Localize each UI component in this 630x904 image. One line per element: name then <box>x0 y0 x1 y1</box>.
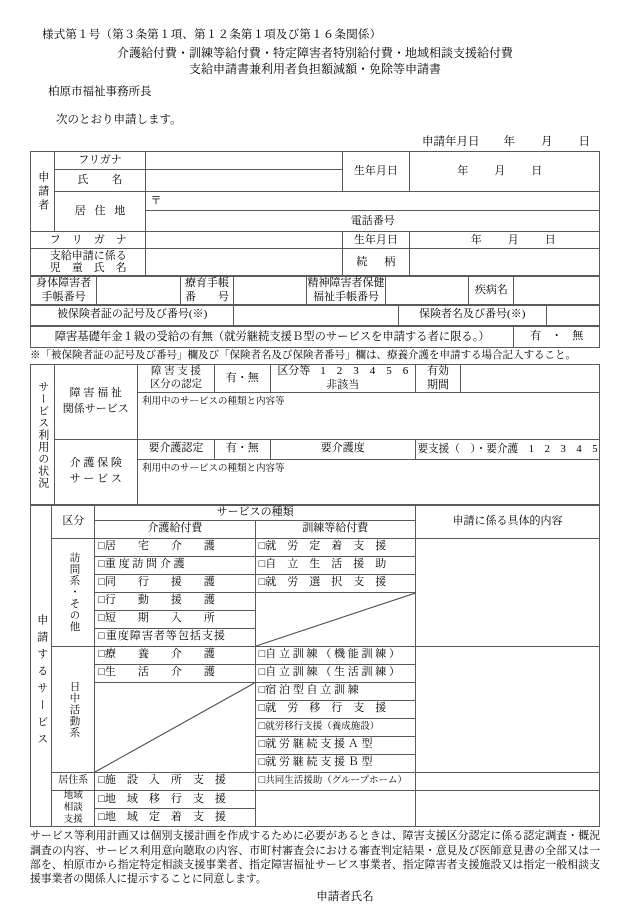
mental-certificate-input[interactable] <box>386 277 469 304</box>
insured-symbol-label: 被保険者証の記号及び番号(※) <box>31 305 234 325</box>
group-label-regional <box>52 790 95 827</box>
applicant-table <box>30 151 600 276</box>
group-label-regional-1: 地域 <box>63 790 83 801</box>
group-label-visit <box>52 538 95 646</box>
application-date-row <box>30 133 600 149</box>
insurer-name-label: 保険者名及び番号(※) <box>398 305 546 325</box>
services-table <box>30 505 600 828</box>
applicant-birth-year: 年 <box>457 165 469 177</box>
welfare-detail-cell[interactable] <box>137 392 599 439</box>
service-item-cell[interactable] <box>95 538 255 556</box>
usage-status-table <box>30 364 600 504</box>
pension-question-label: 障害基礎年金１級の受給の有無（就労継続支援Ｂ型のサービスを申請する者に限る。） <box>31 326 514 347</box>
services-apply-vertical-label <box>31 538 52 827</box>
detail-input-daytime[interactable] <box>416 646 600 772</box>
service-item-cell[interactable] <box>255 664 415 682</box>
care-detail-label: 利用中のサービスの種類と内容等 <box>141 463 285 474</box>
form-title-line-2: 支給申請書兼利用者負担額減額・免除等申請書 <box>188 62 441 77</box>
applicant-furigana-label: フリガナ <box>54 152 146 170</box>
signature-label: 申請者氏名 <box>316 891 374 904</box>
service-item-label: 療 養 介 護 <box>104 648 215 661</box>
mental-certificate-label-1: 精神障害者保健 <box>307 277 385 290</box>
insurance-row <box>31 305 600 325</box>
services-division-header: 区分 <box>52 505 95 538</box>
child-relation-input[interactable] <box>409 249 599 276</box>
pension-no-option[interactable]: 無 <box>572 329 584 342</box>
applicant-vertical-label <box>31 152 55 232</box>
welfare-category-cell[interactable] <box>270 365 415 392</box>
service-item-label: 就 労 継 続 支 援 Ｂ 型 <box>265 756 373 769</box>
addressee: 柏原市福祉事務所長 <box>48 86 152 99</box>
service-item-cell[interactable] <box>255 772 415 790</box>
phone-label: 電話番号 <box>350 214 395 227</box>
welfare-certification-label-2: 区分の認定 <box>149 378 203 390</box>
service-item-cell[interactable] <box>95 628 255 646</box>
checkbox-icon[interactable]: □ <box>258 684 266 697</box>
group-label-residential <box>52 772 95 790</box>
insured-symbol-input[interactable] <box>234 305 399 325</box>
child-birthdate-label: 生年月日 <box>343 232 409 249</box>
service-item-label: 重度障害者等包括支援 <box>105 630 226 643</box>
service-item-cell[interactable] <box>95 809 255 827</box>
applicant-furigana-input[interactable] <box>146 152 343 170</box>
empty-slash-cell-1 <box>255 592 415 646</box>
child-name-input[interactable] <box>146 249 343 276</box>
welfare-category-numbers: 1 2 3 4 5 6 <box>320 365 409 378</box>
checkbox-icon[interactable]: □ <box>98 792 105 805</box>
applicant-address-label: 居 住 地 <box>54 192 146 232</box>
service-item-label: 就 労 定 着 支 援 <box>265 540 387 553</box>
disease-name-label: 疾病名 <box>469 277 514 304</box>
insurer-name-input[interactable] <box>546 305 600 325</box>
care-insurance-label-2: サ ー ビ ス <box>69 472 122 485</box>
applicant-name-input[interactable] <box>146 170 343 192</box>
service-item-label: 宿 泊 型 自 立 訓 練 <box>265 684 359 697</box>
applicant-address-row <box>31 192 600 211</box>
service-item-label: 短 期 入 所 <box>104 612 215 625</box>
service-item-cell[interactable] <box>255 646 415 664</box>
checkbox-icon[interactable]: □ <box>258 540 266 553</box>
service-row <box>31 772 600 790</box>
child-name-label-2: 児 童 氏 名 <box>49 262 127 275</box>
welfare-certification-label-1: 障 害 支 援 <box>151 365 201 377</box>
services-type-header: サービスの種類 <box>95 505 416 520</box>
welfare-certification-label <box>137 365 214 392</box>
group-label-residential-text: 居住系 <box>58 775 89 787</box>
service-item-cell[interactable] <box>255 700 415 718</box>
service-item-label: 重 度 訪 問 介 護 <box>104 558 185 571</box>
usage-status-vertical-label <box>31 365 55 504</box>
service-item-label: 同 行 援 護 <box>104 576 215 589</box>
service-item-cell[interactable] <box>95 592 255 610</box>
child-birth-month: 月 <box>507 233 519 246</box>
service-item-cell[interactable] <box>255 574 415 592</box>
diagonal-line-icon <box>95 683 254 772</box>
detail-input-regional[interactable] <box>416 790 600 827</box>
checkbox-icon[interactable]: □ <box>258 738 266 751</box>
checkbox-icon[interactable]: □ <box>98 576 105 589</box>
pension-separator: ・ <box>551 329 563 342</box>
child-furigana-label: フ リ ガ ナ <box>31 232 146 249</box>
checkbox-icon[interactable]: □ <box>258 756 266 769</box>
child-birthdate-input[interactable] <box>409 232 599 249</box>
applicant-birth-day: 日 <box>531 165 543 177</box>
checkbox-icon[interactable]: □ <box>98 594 105 607</box>
service-item-cell[interactable] <box>95 664 255 682</box>
checkbox-icon[interactable]: □ <box>258 702 266 715</box>
child-furigana-input[interactable] <box>146 232 343 249</box>
physical-certificate-label-2: 手帳番号 <box>41 290 86 303</box>
welfare-service-label <box>54 365 137 439</box>
care-insurance-label-1: 介 護 保 険 <box>69 456 122 469</box>
applicant-phone-cell[interactable] <box>146 211 600 232</box>
welfare-category-label: 区分等 <box>277 365 311 378</box>
service-item-label: 就 労 選 択 支 援 <box>265 576 387 589</box>
diagonal-line-icon <box>256 593 415 646</box>
applicant-birthdate-label: 生年月日 <box>343 152 409 192</box>
service-item-label: 共同生活援助（グループホーム） <box>265 776 407 787</box>
detail-input-visit[interactable] <box>416 538 600 646</box>
checkbox-icon[interactable]: □ <box>98 630 106 643</box>
mental-certificate-label-2: 福祉手帳番号 <box>312 290 379 303</box>
service-item-label: 施 設 入 所 支 援 <box>104 774 226 787</box>
service-row <box>31 646 600 664</box>
service-item-label: 生 活 介 護 <box>104 666 215 679</box>
care-insurance-label <box>54 439 137 504</box>
checkbox-icon[interactable]: □ <box>258 576 266 589</box>
checkbox-icon[interactable]: □ <box>98 612 105 625</box>
ryoiku-certificate-label-2: 番 号 <box>184 290 229 303</box>
applicant-birth-month: 月 <box>494 165 506 177</box>
welfare-valid-period-input[interactable] <box>460 365 599 392</box>
form-title-line-1: 介護給付費・訓練等給付費・特定障害者特別給付費・地域相談支援給付費 <box>116 46 513 60</box>
welfare-detail-label: 利用中のサービスの種類と内容等 <box>141 396 285 407</box>
service-item-cell[interactable] <box>255 556 415 574</box>
group-label-regional-3: 支援 <box>63 814 83 825</box>
physical-certificate-input[interactable] <box>97 277 180 304</box>
service-item-label: 自 立 訓 練 （ 生 活 訓 練 ） <box>265 666 400 679</box>
application-date-month[interactable]: 月 <box>541 136 553 149</box>
service-item-cell[interactable] <box>255 682 415 700</box>
services-header-row-1 <box>31 505 600 520</box>
child-name-row <box>31 249 600 276</box>
form-number: 様式第１号（第３条第１項、第１２条第１項及び第１６条関係） <box>42 29 382 41</box>
service-item-cell[interactable] <box>255 754 415 772</box>
services-apply-vertical-label-text: 申請するサービス <box>35 614 48 751</box>
application-date-day[interactable]: 日 <box>578 136 590 149</box>
service-item-cell[interactable] <box>255 538 415 556</box>
insurance-table <box>30 305 600 326</box>
postal-mark: 〒 <box>150 194 162 207</box>
services-vertical-label <box>31 505 52 538</box>
pension-answer-cell[interactable] <box>514 326 600 347</box>
welfare-category-line <box>271 365 415 378</box>
insurance-note: ※「被保険者証の記号及び番号」欄及び「保険者名及び保険者番号」欄は、療養介護を申請する場合記入すること。 <box>30 349 576 361</box>
care-level-options[interactable]: 要支援（ ）・要介護 1 2 3 4 5 <box>416 439 600 459</box>
group-label-regional-2: 相談 <box>63 802 83 813</box>
service-item-label: 就労移行支援（養成施設） <box>265 722 380 733</box>
service-row <box>31 790 600 808</box>
applicant-birthdate-input[interactable] <box>409 152 599 192</box>
service-item-cell[interactable] <box>255 718 415 736</box>
welfare-valid-period-label-1: 有効 <box>426 365 449 378</box>
ryoiku-certificate-label <box>180 277 233 304</box>
applicant-address-input[interactable] <box>146 192 600 211</box>
child-relation-label: 続 柄 <box>343 249 409 276</box>
mental-certificate-label <box>306 277 385 304</box>
applicant-furigana-row <box>31 152 600 170</box>
service-item-label: 自 立 生 活 援 助 <box>265 558 387 571</box>
applicant-name-label: 氏 名 <box>54 170 146 192</box>
service-item-label: 行 動 援 護 <box>104 594 215 607</box>
service-item-label: 就 労 移 行 支 援 <box>265 702 387 715</box>
service-item-cell[interactable] <box>95 574 255 592</box>
group-label-visit-text: 訪問系・その他 <box>68 552 80 633</box>
service-item-label: 地 域 定 着 支 援 <box>104 810 226 823</box>
welfare-service-label-1: 障 害 福 祉 <box>69 387 122 400</box>
service-item-label: 居 宅 介 護 <box>104 540 215 553</box>
applicant-vertical-label-text: 申請者 <box>36 170 49 213</box>
service-row <box>31 538 600 556</box>
child-birth-day: 日 <box>544 233 556 246</box>
statement: 次のとおり申請します。 <box>56 114 182 127</box>
training-benefit-header: 訓練等給付費 <box>255 520 415 538</box>
welfare-service-label-2: 関係サービス <box>62 403 129 416</box>
group-label-daytime <box>52 646 95 772</box>
consent-text: サービス等利用計画又は個別支援計画を作成するために必要があるときは、障害支援区分認定に係る認定調査・概況調査の内容、サービス利用意向聴取の内容、市町村審査会における審査判定結果・意見及び医師意見書の全部又は一部を、柏原市から指定特定相談支援事業者、指定障害福祉サービス事業者、指定障害者支援施設又は指定一般相談支援事業者の関係人に提示することに同意します。 <box>30 830 600 886</box>
form-title <box>30 45 600 77</box>
checkbox-icon[interactable]: □ <box>258 774 266 787</box>
checkbox-icon[interactable]: □ <box>258 666 266 679</box>
pension-yes-option[interactable]: 有 <box>530 329 542 342</box>
certificates-row <box>31 277 600 304</box>
welfare-valid-period-label <box>416 365 461 392</box>
service-item-label: 自 立 訓 練 （ 機 能 訓 練 ） <box>265 648 400 661</box>
child-name-label-1: 支給申請に係る <box>49 249 127 262</box>
service-item-cell[interactable] <box>95 610 255 628</box>
welfare-service-row <box>31 365 600 392</box>
service-item-cell[interactable] <box>95 790 255 808</box>
disease-name-input[interactable] <box>514 277 600 304</box>
care-certification-yesno[interactable]: 有・無 <box>214 439 270 459</box>
checkbox-icon[interactable]: □ <box>98 558 105 571</box>
care-insurance-row <box>31 439 600 459</box>
checkbox-icon[interactable]: □ <box>98 774 105 787</box>
services-detail-header: 申請に係る具体的内容 <box>416 505 600 538</box>
pension-table <box>30 326 600 348</box>
welfare-certification-yesno[interactable]: 有・無 <box>214 365 270 392</box>
ryoiku-certificate-label-1: 療育手帳 <box>184 277 229 290</box>
physical-certificate-label <box>31 277 97 304</box>
physical-certificate-label-1: 身体障害者 <box>36 277 92 290</box>
child-birth-year: 年 <box>470 233 482 246</box>
welfare-valid-period-label-2: 期間 <box>426 378 449 391</box>
checkbox-icon[interactable]: □ <box>98 540 105 553</box>
application-date-label: 申請年月日 <box>422 136 480 149</box>
checkbox-icon[interactable]: □ <box>258 558 266 571</box>
child-name-label <box>31 249 146 276</box>
detail-input-residential[interactable] <box>416 772 600 790</box>
empty-cell-regional <box>255 790 415 827</box>
child-furigana-row <box>31 232 600 249</box>
pension-row <box>31 326 600 347</box>
group-label-daytime-text: 日中活動系 <box>68 680 80 739</box>
care-benefit-header: 介護給付費 <box>95 520 255 538</box>
care-detail-cell[interactable] <box>137 459 599 504</box>
certificates-table <box>30 276 600 304</box>
service-item-cell[interactable] <box>255 736 415 754</box>
checkbox-icon[interactable]: □ <box>98 666 105 679</box>
service-item-label: 就 労 継 続 支 援 Ａ 型 <box>265 738 373 751</box>
service-item-cell[interactable] <box>95 556 255 574</box>
application-date-year[interactable]: 年 <box>503 136 515 149</box>
service-item-cell[interactable] <box>95 772 255 790</box>
checkbox-icon[interactable]: □ <box>258 720 266 733</box>
checkbox-icon[interactable]: □ <box>258 648 266 661</box>
empty-slash-cell-2 <box>95 682 255 772</box>
care-level-label: 要介護度 <box>270 439 415 459</box>
service-item-label: 地 域 移 行 支 援 <box>104 792 226 805</box>
checkbox-icon[interactable]: □ <box>98 648 105 661</box>
checkbox-icon[interactable]: □ <box>98 810 105 823</box>
welfare-category-na: 非該当 <box>326 378 360 391</box>
service-item-cell[interactable] <box>95 646 255 664</box>
care-certification-label: 要介護認定 <box>137 439 214 459</box>
usage-status-vertical-label-text: サービス利用の状況 <box>36 380 49 489</box>
ryoiku-certificate-input[interactable] <box>234 277 307 304</box>
